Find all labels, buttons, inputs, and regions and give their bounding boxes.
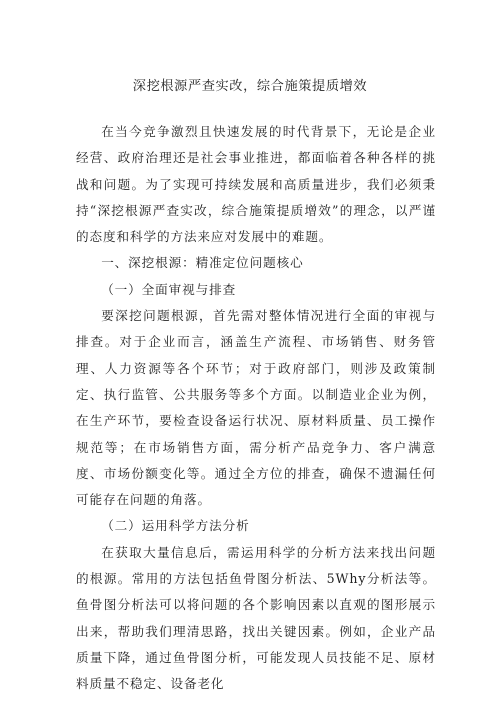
- document-body: [76, 119, 436, 698]
- document-title: 深挖根源严查实改，综合施策提质增效: [132, 79, 368, 94]
- section-heading-1: 一、深挖根源：精准定位问题核心: [101, 255, 304, 271]
- subsection-heading-2: （二）运用科学方法分析: [101, 518, 250, 534]
- subsection-paragraph-2: 在获取大量信息后，需运用科学的分析方法来找出问题的根源。常用的方法包括鱼骨图分析法、5Why分析法等。鱼骨图分析法可以将问题的各个影响因素以直观的图形展示出来，帮助我们理清思路，找出关键因素。例如，企业产品质量下降，通过鱼骨图分析，可能发现人员技能不足、原材料质量不稳定、设备老化: [76, 544, 436, 692]
- intro-paragraph: 在当今竞争激烈且快速发展的时代背景下，无论是企业经营、政府治理还是社会事业推进，都面临着各种各样的挑战和问题。为了实现可持续发展和高质量进步，我们必须秉持“深挖根源严查实改，综合施策提质增效”的理念，以严谨的态度和科学的方法来应对发展中的难题。: [76, 124, 436, 245]
- subsection-heading-1: （一）全面审视与排查: [101, 281, 237, 297]
- subsection-paragraph-1: 要深挖问题根源，首先需对整体情况进行全面的审视与排查。对于企业而言，涵盖生产流程、市场销售、财务管理、人力资源等各个环节；对于政府部门，则涉及政策制定、执行监管、公共服务等多个方面。以制造业企业为例，在生产环节，要检查设备运行状况、原材料质量、员工操作规范等；在市场销售方面，需分析产品竞争力、客户满意度、市场份额变化等。通过全方位的排查，确保不遗漏任何可能存在问题的角落。: [76, 308, 436, 508]
